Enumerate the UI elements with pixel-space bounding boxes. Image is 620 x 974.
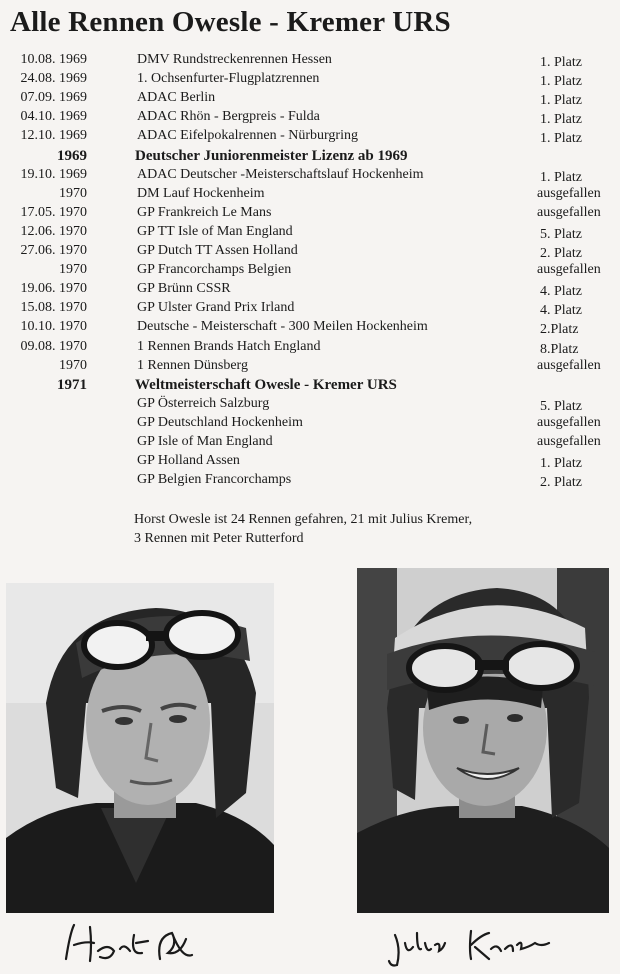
race-result: 1. Platz <box>540 112 582 128</box>
race-date: 10.08. 1969 <box>20 52 87 67</box>
summary-note-line-2: 3 Rennen mit Peter Rutterford <box>134 531 304 546</box>
race-result: 5. Platz <box>540 398 582 414</box>
race-result: 2. Platz <box>540 246 582 261</box>
race-row <box>0 415 620 434</box>
race-row <box>0 377 620 396</box>
race-row <box>0 339 620 358</box>
race-result: ausgefallen <box>537 262 601 278</box>
race-row <box>0 262 620 281</box>
race-event: 1. Ochsenfurter-Flugplatzrennen <box>137 71 320 87</box>
race-result: 8.Platz <box>540 341 579 357</box>
race-date: 1971 <box>57 376 87 393</box>
race-date: 24.08. 1969 <box>20 71 87 87</box>
page-title: Alle Rennen Owesle - Kremer URS <box>10 6 451 38</box>
race-event: GP Österreich Salzburg <box>137 395 270 411</box>
race-event: GP Frankreich Le Mans <box>137 204 272 220</box>
race-event: Deutscher Juniorenmeister Lizenz ab 1969 <box>135 147 408 164</box>
race-event: GP Deutschland Hockenheim <box>137 414 303 430</box>
race-event: Deutsche - Meisterschaft - 300 Meilen Hockenheim <box>137 319 428 335</box>
race-row <box>0 90 620 109</box>
signature-julius-kremer <box>385 925 555 969</box>
race-row <box>0 472 620 491</box>
race-row <box>0 224 620 243</box>
race-event: DMV Rundstreckenrennen Hessen <box>137 52 332 67</box>
portrait-julius-kremer <box>357 568 609 913</box>
race-row <box>0 52 620 71</box>
race-row <box>0 71 620 90</box>
race-result: 1. Platz <box>540 74 582 90</box>
race-result: ausgefallen <box>537 414 601 430</box>
race-event: GP Belgien Francorchamps <box>137 472 292 488</box>
race-row <box>0 396 620 415</box>
portrait-horst-owesle <box>6 583 274 913</box>
race-event: ADAC Rhön - Bergpreis - Fulda <box>137 109 320 125</box>
race-date: 1970 <box>59 185 87 201</box>
race-result: ausgefallen <box>537 434 601 449</box>
race-result: ausgefallen <box>537 357 601 373</box>
race-event: ADAC Eifelpokalrennen - Nürburgring <box>137 128 358 144</box>
race-date: 27.06. 1970 <box>20 243 87 258</box>
race-row <box>0 128 620 147</box>
race-row <box>0 167 620 186</box>
race-date: 10.10. 1970 <box>20 319 87 335</box>
race-result: ausgefallen <box>537 204 601 220</box>
race-result: 1. Platz <box>540 93 582 109</box>
race-event: ADAC Berlin <box>137 90 216 106</box>
race-date: 19.10. 1969 <box>20 166 87 182</box>
race-date: 1969 <box>57 147 87 164</box>
summary-note <box>134 510 574 548</box>
race-event: 1 Rennen Brands Hatch England <box>137 338 321 354</box>
race-event: GP TT Isle of Man England <box>137 223 293 239</box>
race-result: 1. Platz <box>540 55 582 70</box>
race-date: 1970 <box>59 357 87 373</box>
race-row <box>0 358 620 377</box>
race-date: 04.10. 1969 <box>20 109 87 125</box>
race-event: 1 Rennen Dünsberg <box>137 357 248 373</box>
race-row <box>0 186 620 205</box>
race-row <box>0 243 620 262</box>
race-date: 17.05. 1970 <box>20 204 87 220</box>
race-result: 1. Platz <box>540 131 582 147</box>
race-date: 15.08. 1970 <box>20 300 87 316</box>
race-result: 5. Platz <box>540 226 582 242</box>
race-event: GP Isle of Man England <box>137 434 273 449</box>
race-row <box>0 453 620 472</box>
race-result: 2.Platz <box>540 322 579 338</box>
race-result: 2. Platz <box>540 475 582 491</box>
race-event: DM Lauf Hockenheim <box>137 185 265 201</box>
race-date: 09.08. 1970 <box>20 338 87 354</box>
race-event: GP Francorchamps Belgien <box>137 262 292 278</box>
race-result: 1. Platz <box>540 169 582 185</box>
race-row <box>0 205 620 224</box>
race-date: 12.10. 1969 <box>20 128 87 144</box>
race-event: GP Ulster Grand Prix Irland <box>137 300 295 316</box>
race-result: 1. Platz <box>540 456 582 472</box>
race-row <box>0 434 620 453</box>
race-date: 12.06. 1970 <box>20 223 87 239</box>
race-result: 4. Platz <box>540 303 582 319</box>
race-row <box>0 281 620 300</box>
race-date: 19.06. 1970 <box>20 281 87 297</box>
race-row <box>0 319 620 338</box>
summary-note-line-1: Horst Owesle ist 24 Rennen gefahren, 21 mit Julius Kremer, <box>134 512 473 527</box>
race-result: 4. Platz <box>540 284 582 300</box>
race-row <box>0 109 620 128</box>
race-date: 1970 <box>59 262 87 278</box>
race-event: GP Brünn CSSR <box>137 281 231 297</box>
race-date: 07.09. 1969 <box>20 90 87 106</box>
race-event: Weltmeisterschaft Owesle - Kremer URS <box>135 376 397 393</box>
race-event: GP Holland Assen <box>137 453 240 469</box>
race-row <box>0 148 620 167</box>
race-event: GP Dutch TT Assen Holland <box>137 243 298 258</box>
race-result: ausgefallen <box>537 185 601 201</box>
race-row <box>0 300 620 319</box>
signature-horst-owesle <box>60 915 195 969</box>
race-event: ADAC Deutscher -Meisterschaftslauf Hockenheim <box>137 166 424 182</box>
